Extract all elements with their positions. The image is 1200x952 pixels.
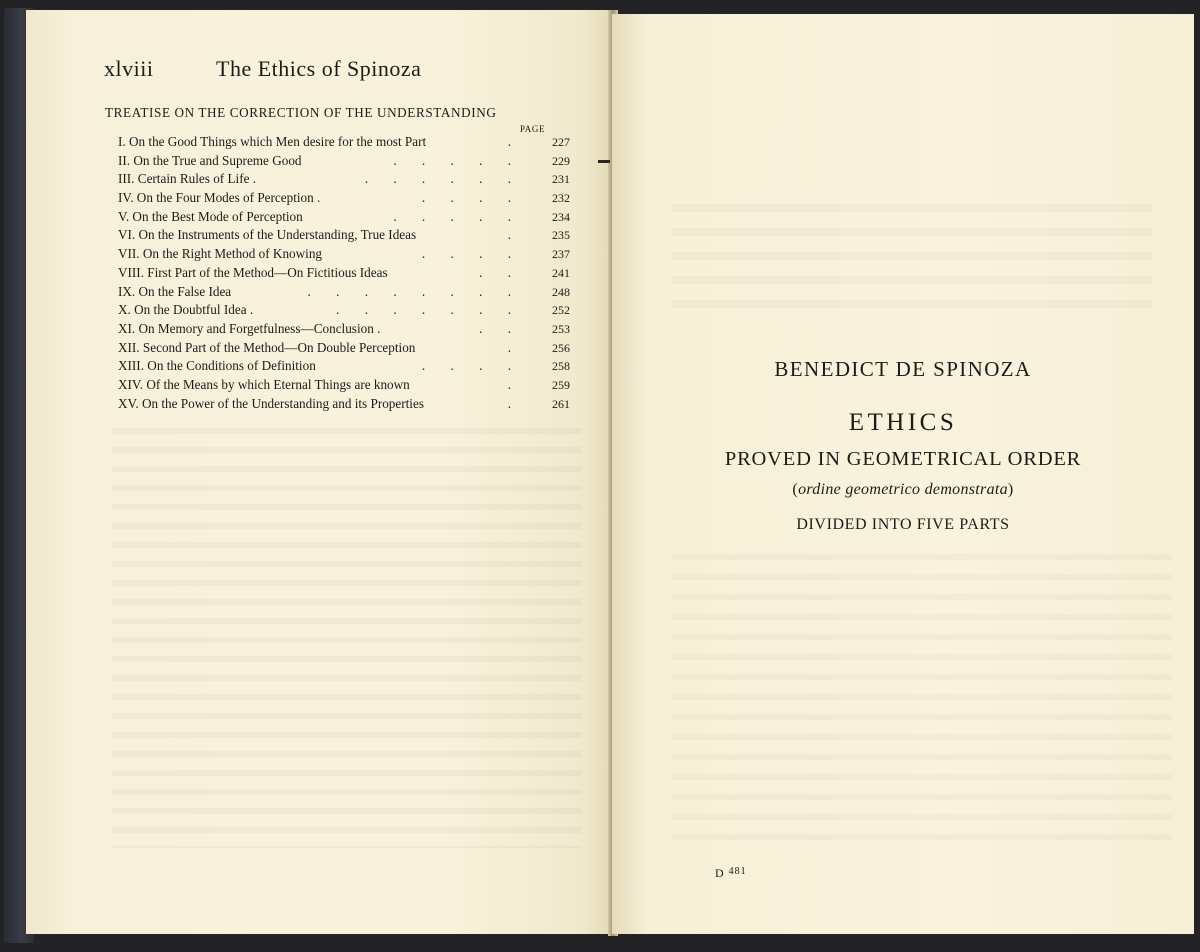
show-through-text bbox=[672, 554, 1172, 854]
toc-entry-label: VII. On the Right Method of Knowing bbox=[118, 246, 323, 262]
latin-close-paren: ) bbox=[1007, 481, 1014, 498]
toc-entry-page: 259 bbox=[552, 377, 570, 392]
toc-leader-dots: . bbox=[507, 134, 522, 149]
toc-entry-page: 261 bbox=[552, 396, 570, 411]
toc-leader-dots: . bbox=[507, 376, 522, 392]
toc-entry-page: 237 bbox=[552, 247, 570, 262]
toc-entry-page: 232 bbox=[552, 191, 570, 206]
toc-leader-dots: . . . . . . bbox=[364, 171, 522, 187]
parts-line: DIVIDED INTO FIVE PARTS bbox=[796, 516, 1010, 533]
toc-leader-dots: . . . . . . . bbox=[336, 302, 522, 318]
latin-text: ordine geometrico demonstrata bbox=[798, 481, 1008, 498]
toc-entry bbox=[118, 264, 570, 283]
toc-entry-page: 227 bbox=[552, 135, 570, 149]
page-column-label: PAGE bbox=[520, 124, 546, 134]
toc-leader-dots: . . . . . bbox=[393, 208, 522, 224]
toc-entry-page: 248 bbox=[552, 284, 570, 299]
book-title: ETHICS bbox=[848, 409, 958, 436]
toc-entry bbox=[118, 357, 570, 376]
toc-entry bbox=[118, 170, 570, 189]
latin-subtitle bbox=[612, 481, 1194, 499]
book-subtitle: PROVED IN GEOMETRICAL ORDER bbox=[724, 448, 1082, 470]
section-title: TREATISE ON THE CORRECTION OF THE UNDERSTANDING bbox=[105, 105, 497, 120]
toc-entry-page: 231 bbox=[552, 172, 570, 187]
signature-number: 481 bbox=[728, 866, 747, 877]
table-of-contents bbox=[118, 133, 570, 413]
gutter-mark bbox=[598, 160, 610, 163]
toc-leader-dots: . . . . bbox=[421, 246, 522, 262]
toc-entry bbox=[118, 152, 570, 171]
toc-leader-dots: . bbox=[507, 227, 522, 243]
toc-entry bbox=[118, 189, 570, 208]
page-folio: xlviii bbox=[104, 56, 154, 81]
printer-signature bbox=[715, 866, 747, 881]
toc-entry bbox=[118, 226, 570, 245]
toc-leader-dots: . bbox=[507, 395, 522, 411]
toc-leader-dots: . . bbox=[479, 320, 522, 336]
toc-entry bbox=[118, 245, 570, 264]
toc-entry-page: 241 bbox=[552, 265, 570, 280]
toc-entry bbox=[118, 339, 570, 358]
toc-entry-label: IX. On the False Idea bbox=[118, 283, 232, 299]
latin-open-paren: ( bbox=[792, 481, 799, 498]
toc-entry-page: 253 bbox=[552, 321, 570, 336]
toc-leader-dots: . . . . . bbox=[393, 152, 522, 168]
toc-entry-label: XV. On the Power of the Understanding and its Properties bbox=[118, 395, 424, 411]
running-head bbox=[104, 56, 421, 82]
toc-entry bbox=[118, 395, 570, 414]
toc-entry-label: I. On the Good Things which Men desire for the most Part bbox=[118, 134, 427, 149]
signature-letter: D bbox=[715, 866, 725, 880]
right-page bbox=[612, 14, 1194, 934]
toc-entry bbox=[118, 376, 570, 395]
toc-leader-dots: . . . . bbox=[421, 358, 522, 374]
toc-entry-label: X. On the Doubtful Idea . bbox=[118, 302, 254, 318]
toc-entry-label: II. On the True and Supreme Good bbox=[118, 152, 302, 168]
toc-entry-label: XII. Second Part of the Method—On Double Perception bbox=[118, 339, 416, 355]
toc-entry bbox=[118, 208, 570, 227]
toc-entry bbox=[118, 283, 570, 302]
running-head-title: The Ethics of Spinoza bbox=[216, 56, 422, 81]
toc-entry-page: 256 bbox=[552, 340, 570, 355]
toc-entry-page: 235 bbox=[552, 228, 570, 243]
toc-entry-label: XIV. Of the Means by which Eternal Things are known bbox=[118, 376, 410, 392]
author-name: BENEDICT DE SPINOZA bbox=[774, 357, 1032, 381]
toc-entry-label: III. Certain Rules of Life . bbox=[118, 171, 257, 187]
toc-entry-label: VI. On the Instruments of the Understanding, True Ideas bbox=[118, 227, 417, 243]
show-through-text bbox=[112, 428, 582, 848]
toc-leader-dots: . . . . bbox=[421, 190, 522, 206]
toc-leader-dots: . . bbox=[479, 264, 522, 280]
toc-entry-label: XI. On Memory and Forgetfulness—Conclusion . bbox=[118, 320, 381, 336]
toc-leader-dots: . bbox=[507, 339, 522, 355]
toc-entry-page: 258 bbox=[552, 359, 570, 374]
toc-entry-label: IV. On the Four Modes of Perception . bbox=[118, 190, 321, 206]
left-page bbox=[26, 10, 616, 934]
show-through-text bbox=[672, 204, 1152, 324]
toc-entry-label: VIII. First Part of the Method—On Fictitious Ideas bbox=[118, 264, 388, 280]
toc-entry bbox=[118, 320, 570, 339]
toc-entry-label: XIII. On the Conditions of Definition bbox=[118, 358, 316, 374]
toc-entry-page: 234 bbox=[552, 209, 570, 224]
toc-entry-page: 229 bbox=[552, 153, 570, 168]
toc-entry-label: V. On the Best Mode of Perception bbox=[118, 208, 303, 224]
toc-leader-dots: . . . . . . . . bbox=[307, 283, 522, 299]
toc-entry bbox=[118, 133, 570, 152]
toc-entry bbox=[118, 301, 570, 320]
toc-entry-page: 252 bbox=[552, 303, 570, 318]
